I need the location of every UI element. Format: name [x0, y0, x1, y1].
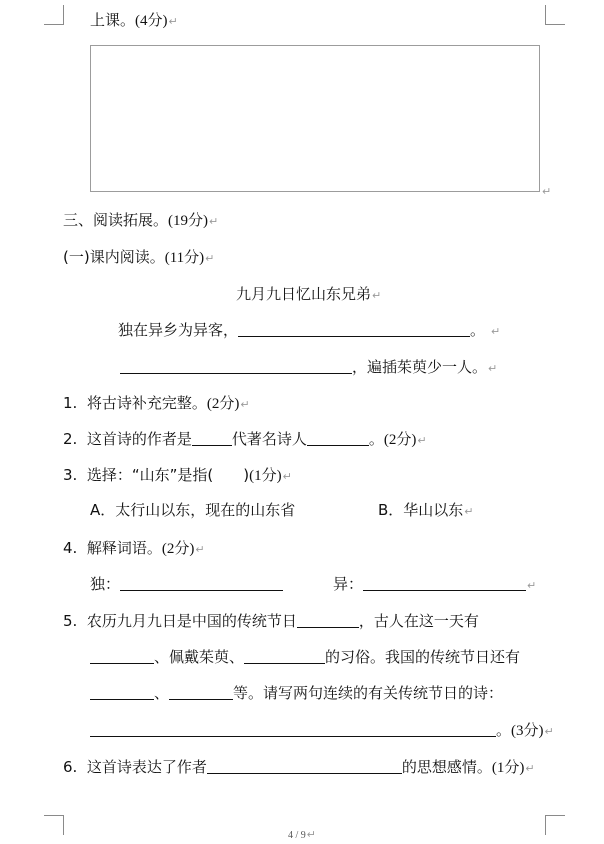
question-5-line-3: 、 等。请写两句连续的有关传统节日的诗：: [90, 683, 503, 703]
poem-blank-1[interactable]: [238, 321, 470, 337]
explain-blank-1[interactable]: [120, 575, 283, 591]
option-b[interactable]: B．华山以东↵: [378, 501, 474, 519]
subsection-title: (一)课内阅读。(11分)↵: [63, 248, 215, 266]
custom-blank-1[interactable]: [90, 648, 154, 664]
paragraph-mark-icon: ↵: [464, 505, 474, 518]
poet-blank[interactable]: [307, 430, 369, 446]
intro-text: 上课。: [90, 11, 136, 29]
page-number: 4: [288, 830, 293, 841]
paragraph-mark-icon: ↵: [205, 252, 215, 265]
section-title: 三、阅读拓展。(19分)↵: [63, 211, 219, 229]
option-a[interactable]: A．太行山以东，现在的山东省: [90, 501, 296, 519]
question-5-line-2: 、佩戴茱萸、 的习俗。我国的传统节日还有: [90, 647, 520, 667]
page-total: 9: [300, 830, 306, 841]
poem-line-2: ，遍插茱萸少一人。↵: [120, 357, 497, 379]
festival-blank-2[interactable]: [90, 684, 154, 700]
answer-box[interactable]: [90, 45, 540, 192]
paragraph-mark-icon: ↵: [527, 579, 537, 592]
corner-mark-top-left: [44, 5, 64, 25]
paragraph-mark-icon: ↵: [168, 15, 178, 28]
paragraph-mark-icon: ↵: [491, 325, 501, 338]
custom-blank-2[interactable]: [244, 648, 325, 664]
subsection-score: (11分): [164, 250, 205, 266]
paragraph-mark-icon: ↵: [195, 543, 205, 556]
paragraph-mark-icon: ↵: [488, 362, 498, 375]
word-explain-row-2: 异： ↵: [333, 575, 537, 593]
question-5-line-4: 。(3分)↵: [90, 720, 554, 742]
question-1: 1. 将古诗补充完整。(2分)↵: [63, 394, 250, 412]
question-5-line-1: 5. 农历九月九日是中国的传统节日 ，古人在这一天有: [63, 612, 479, 630]
poem-lines-blank[interactable]: [90, 721, 496, 737]
paragraph-mark-icon: ↵: [542, 185, 552, 198]
paragraph-mark-icon: ↵: [240, 398, 250, 411]
explain-blank-2[interactable]: [363, 575, 526, 591]
paragraph-mark-icon: ↵: [417, 434, 427, 447]
dynasty-blank[interactable]: [192, 430, 232, 446]
intro-line: [90, 10, 178, 32]
feeling-blank[interactable]: [207, 758, 402, 774]
paragraph-mark-icon: ↵: [282, 470, 292, 483]
section-score: (19分): [168, 213, 209, 229]
paragraph-mark-icon: ↵: [525, 762, 535, 775]
question-3: 3. 选择：“山东”是指( )(1分)↵: [63, 466, 292, 484]
corner-mark-top-right: [545, 5, 565, 25]
paragraph-mark-icon: ↵: [372, 289, 382, 302]
page-footer: 4 / 9↵: [288, 829, 316, 841]
word-explain-row: 独：: [90, 574, 283, 594]
festival-blank-3[interactable]: [169, 684, 233, 700]
intro-score: (4分): [135, 13, 168, 29]
poem-title: 九月九日忆山东兄弟↵: [236, 285, 382, 303]
question-6: 6. 这首诗表达了作者 的思想感情。(1分)↵: [63, 758, 535, 776]
festival-blank[interactable]: [297, 612, 359, 628]
paragraph-mark-icon: ↵: [306, 829, 316, 841]
paragraph-mark-icon: ↵: [209, 215, 219, 228]
poem-blank-2[interactable]: [120, 358, 352, 374]
question-2: 2. 这首诗的作者是 代著名诗人 。(2分)↵: [63, 430, 427, 448]
poem-line-1: 独在异乡为异客， 。 ↵: [118, 321, 501, 339]
question-4: 4. 解释词语。(2分)↵: [63, 539, 205, 557]
paragraph-mark-icon: ↵: [544, 725, 554, 738]
